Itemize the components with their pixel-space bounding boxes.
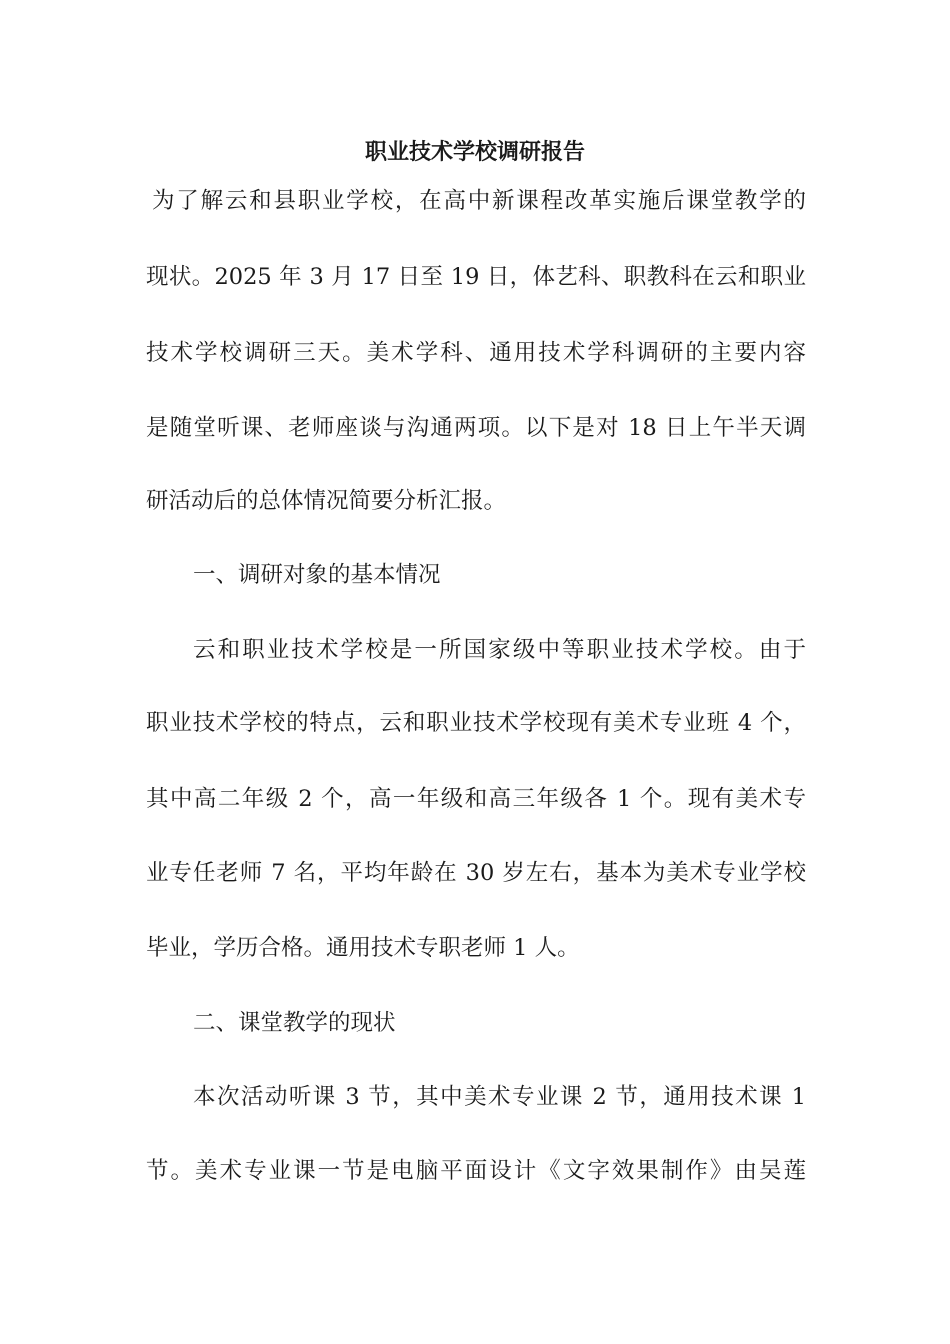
paragraph-line: 是随堂听课、老师座谈与沟通两项。以下是对 18 日上午半天调 xyxy=(146,415,806,441)
paragraph-line: 为了解云和县职业学校，在高中新课程改革实施后课堂教学的 xyxy=(152,188,806,214)
paragraph-line: 毕业，学历合格。通用技术专职老师 1 人。 xyxy=(146,935,580,961)
paragraph-line: 职业技术学校的特点，云和职业技术学校现有美术专业班 4 个， xyxy=(146,710,806,736)
paragraph-line: 现状。2025 年 3 月 17 日至 19 日，体艺科、职教科在云和职业 xyxy=(146,264,806,290)
paragraph-line: 云和职业技术学校是一所国家级中等职业技术学校。由于 xyxy=(193,637,806,663)
section-heading: 二、课堂教学的现状 xyxy=(193,1010,396,1036)
section-heading: 一、调研对象的基本情况 xyxy=(193,562,441,588)
paragraph-line: 本次活动听课 3 节，其中美术专业课 2 节，通用技术课 1 xyxy=(193,1084,806,1110)
document-title: 职业技术学校调研报告 xyxy=(364,139,585,165)
paragraph-line: 技术学校调研三天。美术学科、通用技术学科调研的主要内容 xyxy=(146,340,806,366)
paragraph-line: 业专任老师 7 名，平均年龄在 30 岁左右，基本为美术专业学校 xyxy=(146,860,806,886)
paragraph-line: 研活动后的总体情况简要分析汇报。 xyxy=(146,488,507,514)
paragraph-line: 其中高二年级 2 个，高一年级和高三年级各 1 个。现有美术专 xyxy=(146,786,806,812)
paragraph-line: 节。美术专业课一节是电脑平面设计《文字效果制作》由吴莲 xyxy=(146,1158,806,1184)
